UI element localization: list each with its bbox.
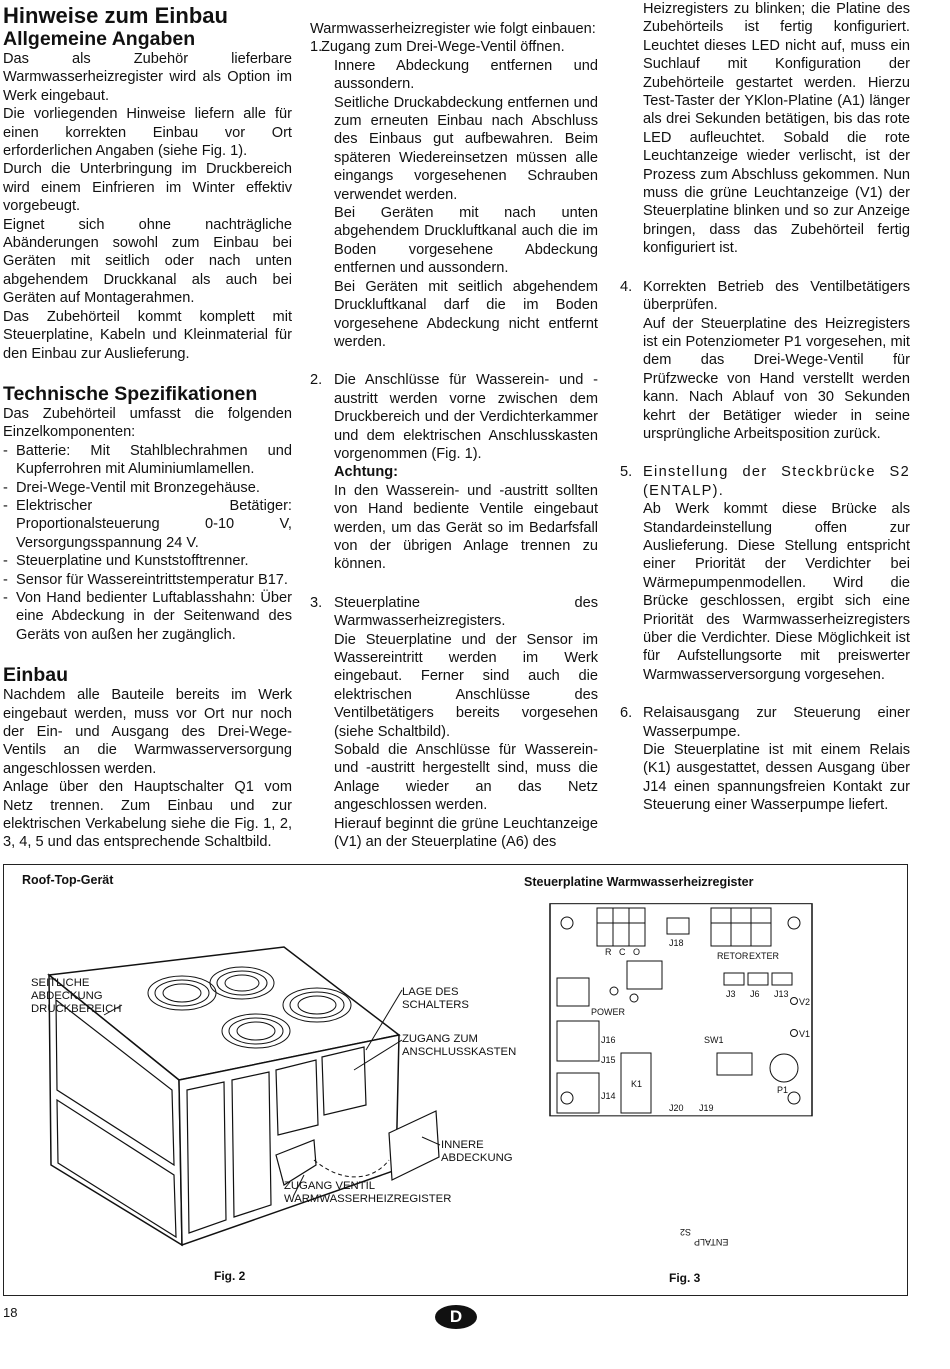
fig2-label-switch: LAGE DES [402,986,459,998]
fig2-label-inner: INNERE [441,1139,484,1151]
spacer [310,351,598,371]
language-badge: D [435,1305,477,1329]
paragraph: Das Zubehörteil umfasst die folgenden Einzelkomponenten: [3,405,292,441]
board-label: POWER [591,1007,626,1017]
list-item: - Steuerplatine und Kunststofftrenner. [3,552,292,570]
paragraph: Die Steuerplatine ist mit einem Relais (K1) ausgestattet, dessen Ausgang über J14 einen spannungsfreien Kontakt zur Steuerung einer Wasserpumpe liefert. [643,742,910,814]
paragraph: Einstellung der Steckbrücke S2 (ENTALP). [643,464,910,499]
paragraph: Eignet sich ohne nachträgliche Abänderungen sowohl zum Einbau bei Geräten mit seitlich oder nach unten abgehendem Druckkanal als auch bei Geräten auf Montagerahmen. [3,216,292,307]
paragraph: Durch die Unterbringung im Druckbereich wird einem Einfrieren im Winter effektiv vorgebeugt. [3,161,292,215]
list-item: - Von Hand bedienter Luftablasshahn: Über eine Abdeckung in der Seitenwand des Geräts von außen her zugänglich. [3,589,292,644]
paragraph: Warmwasserheizregister wie folgt einbauen: [310,21,596,37]
paragraph: Die Steuerplatine und der Sensor im Wassereintritt werden im Werk eingebaut. Ferner sind auch die elektrischen Anschlüsse des Ventilbetätigers bereits vorgesehen (siehe Schaltbild). [334,631,598,740]
board-label: K1 [631,1079,643,1089]
fig3-caption: Fig. 3 [669,1271,701,1285]
board-label: RETOR [717,951,749,961]
paragraph: Das als Zubehör lieferbare Warmwasserheizregister wird als Option im Werk eingebaut. [3,51,292,104]
fig2-label-box: ZUGANG ZUM [402,1033,478,1045]
fig2-label-valve: WARMWASSERHEIZREGISTER [284,1193,452,1205]
paragraph: In den Wasserein- und -austritt sollten von Hand bediente Ventile eingebaut werden, um das Gerät so im Bedarfsfall von der übrigen Anlage trennen zu können. [334,482,598,573]
paragraph: Korrekten Betrieb des Ventilbetätigers überprüfen. [643,278,910,314]
spacer [620,684,910,704]
board-label: V1 [799,1029,811,1039]
fig2-label-box: ANSCHLUSSKASTEN [402,1046,517,1058]
paragraph: Heizregisters zu blinken; die Platine des Zubehörteils ist fertig konfiguriert. Leuchtet dieses LED nicht auf, muss ein Suchlauf mit Konfiguration der Zubehörteile gestartet werden. Hierzu Test-Taster der YKlon-Platine (A1) länger als drei Sekunden betätigen, bis das rote LED aufleuchtet. Sobald die rote Leuchtanzeige wieder verlischt, ist der Prozess zum Abschluss gekommen. Nun muss die grüne Leuchtanzeige (V1) der Steuerplatine blinken und so zur Anzeige bringen, dass das Zubehörteil fertig konfiguriert ist. [643,1,910,257]
board-label-entalp: ENTALP [694,1237,729,1247]
paragraph: Steuerplatine des Warmwasserheizregisters. [334,594,598,630]
spacer [620,258,910,278]
board-label: J6 [750,989,760,999]
heading-installation: Einbau [3,664,69,687]
paragraph: Bei Geräten mit seitlich abgehendem Druckluftkanal darf die im Boden vorgesehene Abdeckung nicht entfernt werden. [334,278,598,350]
paragraph: Bei Geräten mit nach unten abgehendem Druckluftkanal auch die im Boden vorgesehene Abdeckung entfernen und aussondern. [334,205,598,277]
paragraph: Die vorliegenden Hinweise liefern alle für einen korrekten Einbau vor Ort erforderlichen Angaben (siehe Fig. 1). [3,106,292,160]
step-4 [620,278,910,444]
board-label: J13 [774,989,789,999]
fig2-label-side: ABDECKUNG [31,990,103,1002]
heading-general: Allgemeine Angaben [3,28,196,50]
board-label: J14 [601,1091,616,1101]
control-board-diagram [549,903,814,1118]
board-label: C [619,947,626,957]
list-item: - Batterie: Mit Stahlblechrahmen und Kupferrohren mit Aluminiumlamellen. [3,442,292,479]
board-label: V2 [799,997,811,1007]
board-label: J15 [601,1055,616,1065]
step-5 [620,463,910,684]
board-label: SW1 [704,1035,724,1045]
fig2-label-valve: ZUGANG VENTIL [284,1180,376,1192]
step-number: 6. [620,705,633,722]
fig2-label-switch: SCHALTERS [402,999,469,1011]
spacer [310,574,598,594]
board-label-s2: S2 [680,1227,692,1237]
page-title: Hinweise zum Einbau [3,3,228,28]
list-item: - Drei-Wege-Ventil mit Bronzegehäuse. [3,479,292,497]
fig3-title: Steuerplatine Warmwasserheizregister [524,875,754,889]
step-2 [310,371,598,573]
paragraph: Auf der Steuerplatine des Heizregisters ist ein Potenziometer P1 vorgesehen, mit dem das Drei-Wege-Ventil für Prüfzwecke von Hand verstellt werden kann. Nach Ablauf von 30 Sekunden kehrt der Betätiger wieder in seine ursprüngliche Arbeitsposition zurück. [643,315,910,442]
fig2-title: Roof-Top-Gerät [22,873,114,887]
step-number: 1. [310,39,323,56]
fig2-label-side: SEITLICHE [31,977,90,989]
board-label: J19 [699,1103,714,1113]
step-heading: Zugang zum Drei-Wege-Ventil öffnen. [321,39,565,56]
board-label: J18 [669,938,684,948]
list-item: - Sensor für Wassereintrittstemperatur B17. [3,571,292,589]
paragraph: Nachdem alle Bauteile bereits im Werk eingebaut werden, muss vor Ort nur noch der Ein- und Ausgang des Drei-Wege-Ventils an die Warmwasserversorgung angeschlossen werden. [3,687,292,777]
step-3 [310,594,598,852]
fig2-label-side: DRUCKBEREICH [31,1003,122,1015]
paragraph: Sobald die Anschlüsse für Wasserein- und -austritt hergestellt sind, muss die Anlage wieder an das Netz angeschlossen werden. [334,742,598,814]
step-1 [310,38,598,351]
board-label: J3 [726,989,736,999]
column-1 [3,0,292,852]
list-item: - Elektrischer Betätiger: Proportionalsteuerung 0-10 V, Versorgungsspannung 24 V. [3,497,292,552]
figure-box [3,864,908,1296]
step-3-continued [620,0,910,258]
step-number: 3. [310,594,323,611]
attention-label: Achtung: [334,464,399,481]
spacer [3,363,292,383]
fig2-caption: Fig. 2 [214,1269,246,1283]
spacer [3,644,292,664]
heading-specs: Technische Spezifikationen [3,382,258,405]
paragraph: Innere Abdeckung entfernen und aussondern. [334,57,598,93]
step-number: 2. [310,372,323,389]
board-label: O [633,947,641,957]
rooftop-unit-illustration [4,865,534,1295]
paragraph: Die Anschlüsse für Wasserein- und -austritt werden vorne zwischen dem Druckbereich und der Verdichterkammer und dem elektrischen Anschlusskasten vorgenommen (Fig. 1). [334,372,598,462]
paragraph: Ab Werk kommt diese Brücke als Standardeinstellung offen zur Auslieferung. Diese Stellung entspricht einer Priorität der Verdichter bei Wärmepumpenmodellen. Wird die Brücke geschlossen, ergibt sich eine Priorität des Warmwasserheizregisters über die Verdichter. Diese Möglichkeit ist für Aufstellungsorte mit preiswerter Warmwasserversorgung vorgesehen. [643,501,910,683]
page-number: 18 [3,1305,18,1320]
board-label: R [605,947,612,957]
paragraph: Hierauf beginnt die grüne Leuchtanzeige (V1) an der Steuerplatine (A6) des [334,815,598,851]
paragraph: Seitliche Druckabdeckung entfernen und zum erneuten Einbau nach Abschluss des Einbaus gut aufbewahren. Beim späteren Wiedereinsetzen müssen alle eingangs vorgesehenen Schrauben verwendet werden. [334,94,598,203]
board-label: P1 [777,1085,789,1095]
column-3 [620,0,910,815]
spec-list [3,442,292,644]
paragraph: Anlage über den Hauptschalter Q1 vom Netz trennen. Zum Einbau und zur elektrischen Verkabelung siehe die Fig. 1, 2, 3, 4, 5 und das entsprechende Schaltbild. [3,779,292,851]
spacer [620,443,910,463]
board-label: EXTER [749,951,780,961]
board-label: J16 [601,1035,616,1045]
paragraph: Das Zubehörteil kommt komplett mit Steuerplatine, Kabeln und Kleinmaterial für den Einbau zur Auslieferung. [3,308,292,362]
fig2-label-inner: ABDECKUNG [441,1152,513,1164]
step-6 [620,704,910,814]
column-2 [310,20,598,851]
board-label: J20 [669,1103,684,1113]
step-number: 4. [620,278,633,295]
paragraph: Relaisausgang zur Steuerung einer Wasserpumpe. [643,705,910,740]
step-number: 5. [620,464,633,481]
